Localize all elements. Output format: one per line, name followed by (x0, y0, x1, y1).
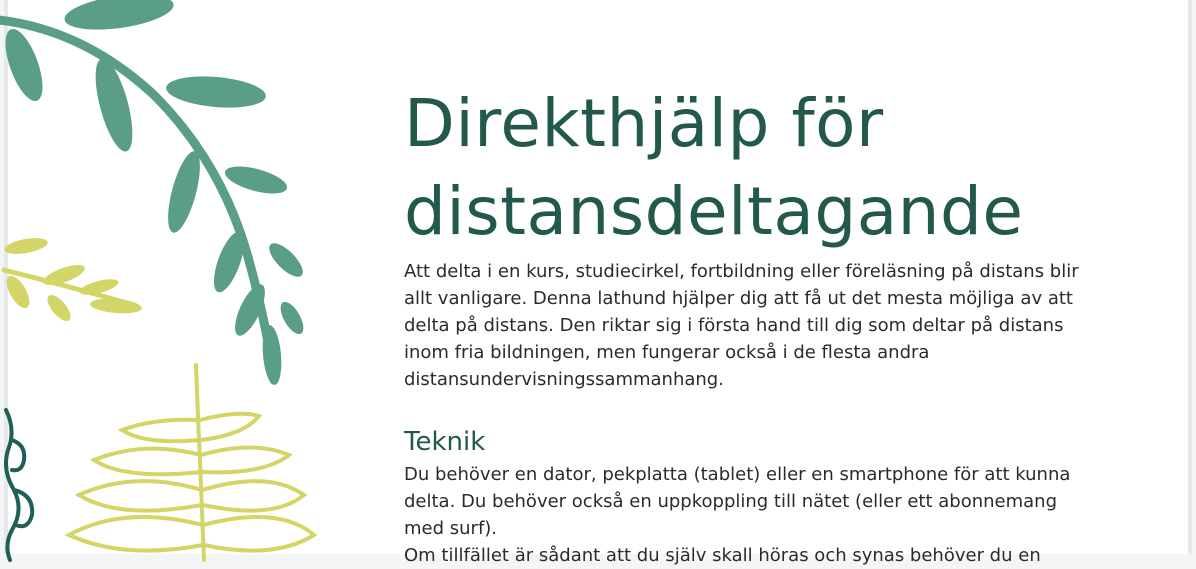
teknik-paragraph: Du behöver en dator, pekplatta (tablet) eller en smartphone för att kunna delta. Du behöver också en uppkoppling till nätet (eller ett abonnemang med surf). (404, 464, 1071, 539)
botanical-decoration (4, 0, 344, 554)
document-page (4, 0, 1192, 566)
section-heading-teknik: Teknik (404, 427, 486, 457)
yellow-branch-illustration (2, 235, 142, 324)
green-branch-illustration (0, 0, 308, 386)
document-content (404, 80, 1084, 569)
title-line-1: Direkthjälp för (404, 85, 884, 162)
teknik-paragraph-2: Om tillfället är sådant att du själv skall höras och synas behöver du en (404, 545, 1041, 566)
dark-green-curl-illustration (6, 410, 32, 560)
document-title (404, 80, 1084, 256)
intro-paragraph: Att delta i en kurs, studiecirkel, fortbildning eller föreläsning på distans blir allt vanligare. Denna lathund hjälper dig att få ut det mesta möjliga av att delta på distans. Den riktar sig i första hand till dig som deltar på distans inom fria bildningen, men fungerar också i de flesta andra distansundervisningssammanhang. (404, 261, 1079, 390)
title-line-2: distansdeltagande (404, 173, 1024, 250)
yellow-fern-illustration (69, 365, 314, 560)
page-right-edge (1188, 0, 1192, 554)
